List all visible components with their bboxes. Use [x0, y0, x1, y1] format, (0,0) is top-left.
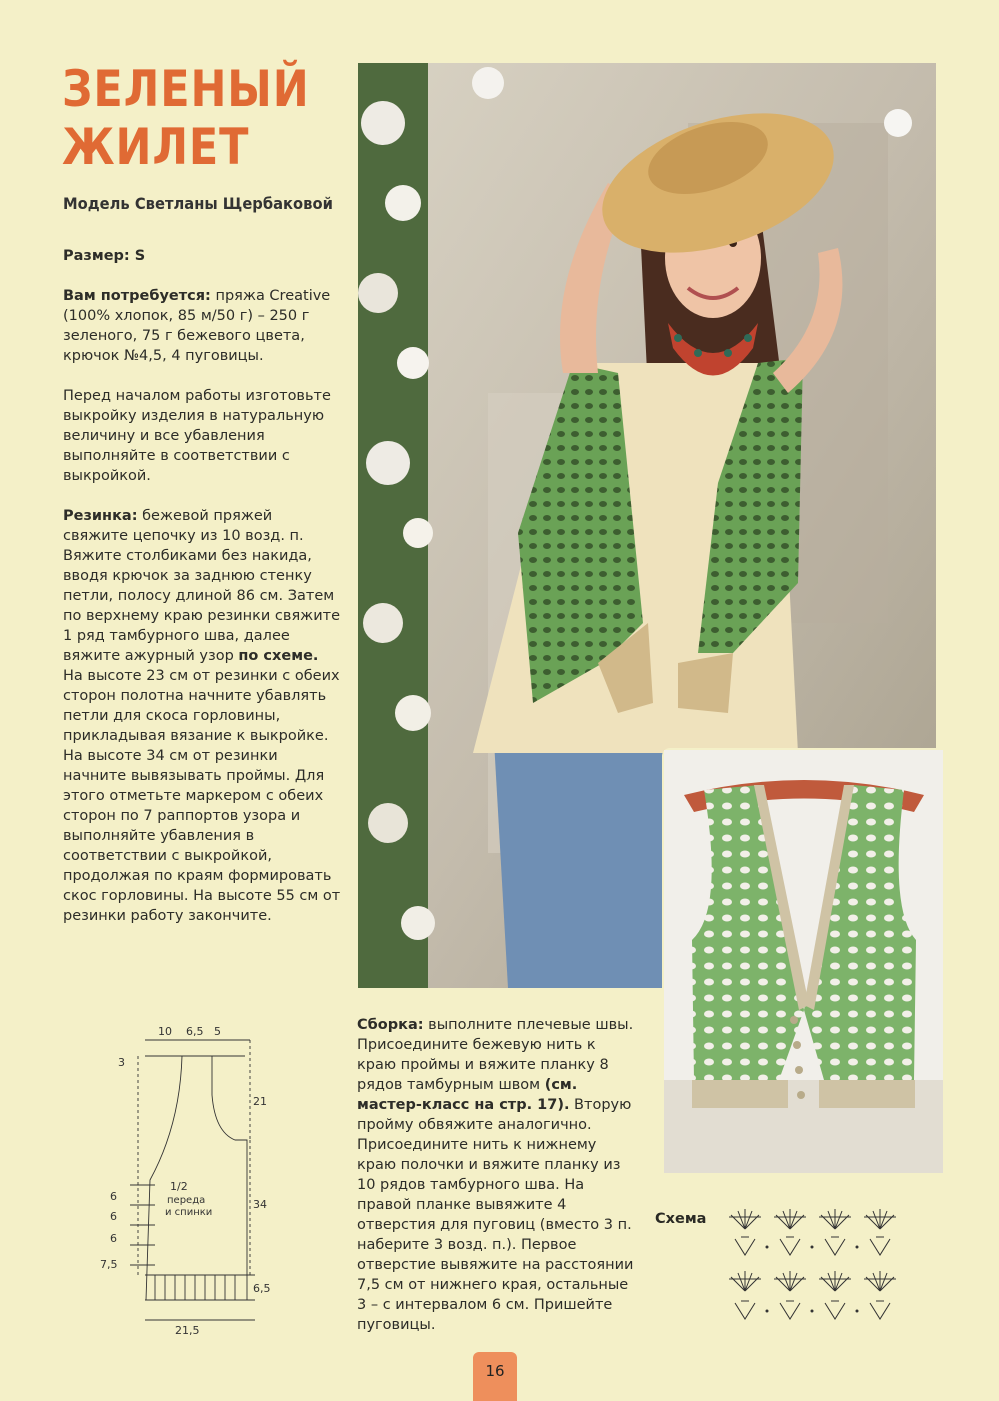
dim-right-2: 34 — [253, 1198, 267, 1211]
dim-left-3: 6 — [110, 1210, 117, 1223]
pattern-schematic — [100, 1020, 280, 1340]
rib-label: Резинка: — [63, 508, 138, 524]
dim-bottom: 21,5 — [175, 1324, 200, 1337]
rib-text-1: бежевой пряжей свяжите цепочку из 10 возд. п. Вяжите столбиками без накида, вводя крючок за заднюю стенку петли, полосу длиной 86 см. Затем по верхнему краю резинки свяжите 1 ряд тамбурного шва, далее вяжите ажурный узор — [63, 508, 341, 664]
rib-paragraph — [63, 506, 341, 926]
diagram-caption-2: переда — [167, 1195, 206, 1206]
assembly-text-1: выполните плечевые швы. Присоедините бежевую нить к краю проймы и вяжите планку 8 рядов тамбурным швом — [357, 1017, 634, 1093]
dim-left-5: 7,5 — [100, 1258, 118, 1271]
scheme-label: Схема — [655, 1211, 707, 1227]
materials-label: Вам потребуется: — [63, 288, 211, 304]
dim-left-4: 6 — [110, 1232, 117, 1245]
size-value: S — [129, 248, 146, 264]
vest-on-hanger-photo — [664, 750, 943, 1173]
title-line-1: ЗЕЛЕНЫЙ — [62, 60, 310, 118]
size-paragraph — [63, 246, 341, 266]
assembly-bold: (см. мастер-класс на стр. 17). — [357, 1077, 578, 1113]
dim-left-1: 3 — [118, 1056, 125, 1069]
dim-right-1: 21 — [253, 1095, 267, 1108]
size-label: Размер: — [63, 248, 130, 264]
assembly-text-2: Вторую пройму обвяжите аналогично. Присоедините нить к нижнему краю полочки и вяжите планку из 10 рядов тамбурного шва. На правой планке вывяжите 4 отверстия для пуговиц (вместо 3 п. наберите 3 возд. п.). Первое отверстие вывяжите на расстоянии 7,5 см от нижнего края, остальные 3 – с интервалом 6 см. Пришейте пуговицы. — [357, 1097, 634, 1333]
assembly-label: Сборка: — [357, 1017, 424, 1033]
dim-top-1: 10 — [158, 1025, 172, 1038]
crochet-chart — [725, 1205, 925, 1330]
diagram-caption-1: 1/2 — [170, 1180, 188, 1193]
title-line-2: ЖИЛЕТ — [62, 118, 250, 176]
materials-text: пряжа Creative (100% хлопок, 85 м/50 г) – 250 г зеленого, 75 г бежевого цвета, крючок №4,5, 4 пуговицы. — [63, 288, 331, 364]
dim-right-3: 6,5 — [253, 1282, 271, 1295]
assembly-text — [357, 1015, 639, 1355]
page-number: 16 — [485, 1362, 505, 1380]
diagram-caption-3: и спинки — [165, 1207, 213, 1218]
page-title — [62, 60, 310, 176]
instructions-left — [63, 246, 341, 946]
designer-credit: Модель Светланы Щербаковой — [63, 194, 333, 213]
intro-paragraph: Перед началом работы изготовьте выкройку изделия в натуральную величину и все убавления выполняйте в соответствии с выкройкой. — [63, 388, 331, 484]
rib-bold: по схеме. — [238, 648, 319, 664]
materials-paragraph — [63, 286, 341, 366]
rib-text-2: На высоте 23 см от резинки с обеих сторон полотна начните убавлять петли для скоса горловины, прикладывая вязание к выкройке. На высоте 34 см от резинки начните вывязывать проймы. Для этого отметьте маркером с обеих сторон по 7 раппортов узора и выполняйте убавления в соответствии с выкройкой, продолжая по краям формировать скос горловины. На высоте 55 см от резинки работу закончите. — [63, 668, 341, 924]
assembly-paragraph — [357, 1015, 639, 1335]
dim-top-2: 6,5 — [186, 1025, 204, 1038]
dim-top-3: 5 — [214, 1025, 221, 1038]
dim-left-2: 6 — [110, 1190, 117, 1203]
